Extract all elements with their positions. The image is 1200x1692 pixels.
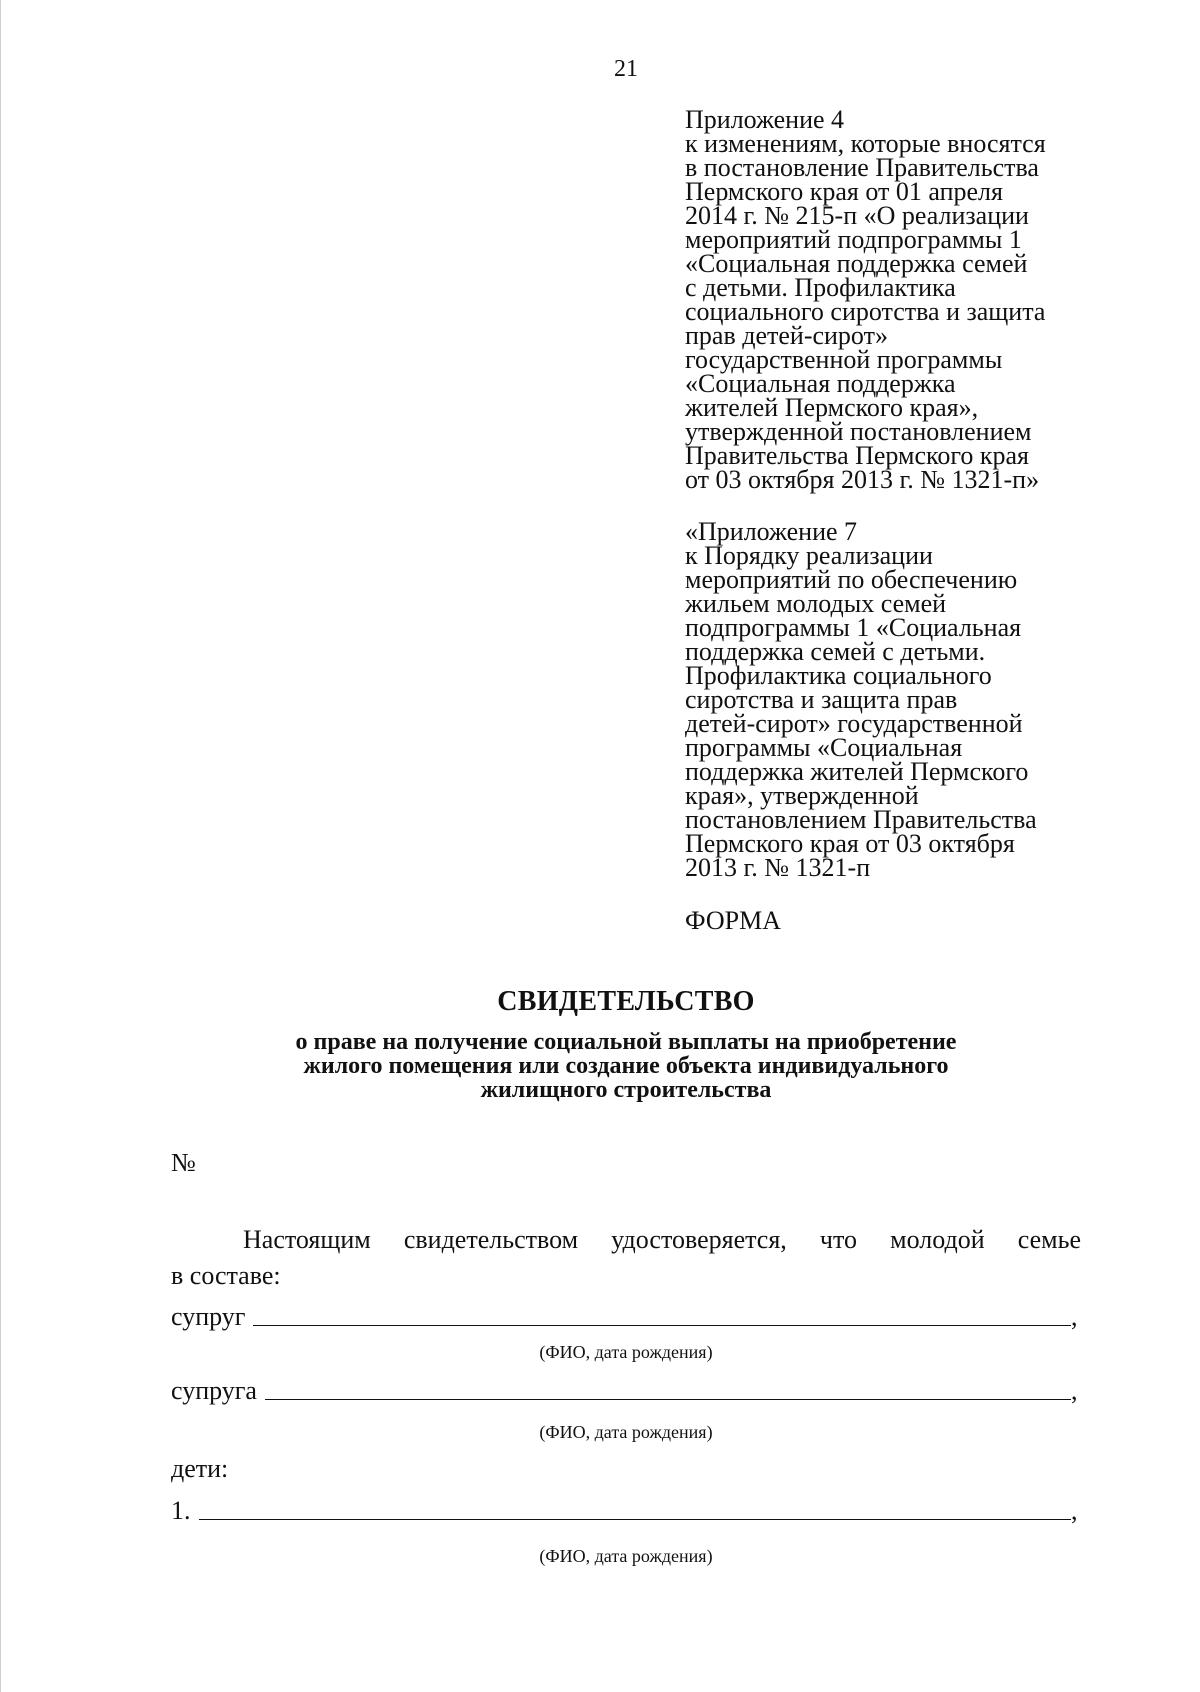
appendix-4-line: Приложение 4 (685, 105, 845, 134)
wife-field-row (171, 1376, 1081, 1406)
husband-caption: (ФИО, дата рождения) (539, 1342, 713, 1362)
appendix-7-line: поддержка жителей Пермского (685, 757, 1029, 786)
form-label: ФОРМА (685, 906, 781, 935)
subtitle-line: жилого помещения или создание объекта индивидуального (303, 1053, 949, 1079)
intro-line-2: в составе: (171, 1261, 281, 1290)
appendix-7-line: жильем молодых семей (685, 589, 947, 618)
husband-fill-line[interactable] (253, 1303, 1071, 1326)
husband-field-row (171, 1302, 1081, 1332)
certificate-number-label: № (171, 1148, 196, 1177)
appendix-7-line: программы «Социальная (685, 733, 963, 762)
children-label: дети: (171, 1454, 229, 1483)
intro-line-1: Настоящим свидетельством удостоверяется, что молодой семье (243, 1225, 1081, 1254)
certificate-intro (171, 1222, 1081, 1294)
page-number: 21 (614, 56, 638, 82)
appendix-7-line: Профилактика социального (685, 661, 992, 690)
child-1-comma: , (1071, 1496, 1078, 1525)
appendix-4-line: мероприятий подпрограммы 1 (685, 225, 1022, 254)
subtitle-line: жилищного строительства (480, 1077, 772, 1103)
appendix-4-line: Пермского края от 01 апреля (685, 177, 1003, 206)
appendix-4-line: в постановление Правительства (685, 153, 1039, 182)
appendix-7-line: к Порядку реализации (685, 541, 933, 570)
appendix-4-line: социального сиротства и защита (685, 297, 1046, 326)
appendix-7-line: «Приложение 7 (685, 517, 858, 546)
appendix-4-line: «Социальная поддержка (685, 369, 956, 398)
document-subtitle (1, 1030, 1200, 1102)
wife-comma: , (1071, 1376, 1078, 1405)
appendix-4-line: 2014 г. № 215-п «О реализации (685, 201, 1029, 230)
appendix-7-line: сиротства и защита прав (685, 685, 958, 714)
document-title: СВИДЕТЕЛЬСТВО (497, 986, 755, 1017)
appendix-7-line: подпрограммы 1 «Социальная (685, 613, 1022, 642)
appendix-4-line: «Социальная поддержка семей (685, 249, 1028, 278)
appendix-4-line: Правительства Пермского края (685, 441, 1029, 470)
child-1-field-row (171, 1496, 1081, 1526)
husband-label: супруг (171, 1302, 246, 1331)
appendix-7-line: детей-сирот» государственной (685, 709, 1023, 738)
wife-fill-line[interactable] (265, 1377, 1071, 1400)
child-1-caption: (ФИО, дата рождения) (539, 1546, 713, 1566)
appendix-7-line: края», утвержденной (685, 781, 919, 810)
appendix-4-line: от 03 октября 2013 г. № 1321-п» (685, 465, 1040, 494)
appendix-4-line: прав детей-сирот» (685, 321, 888, 350)
appendix-7-header (685, 517, 1105, 882)
appendix-7-line: Пермского края от 03 октября (685, 829, 1015, 858)
child-1-fill-line[interactable] (199, 1497, 1072, 1520)
appendix-7-line: 2013 г. № 1321-п (685, 853, 871, 882)
husband-comma: , (1071, 1302, 1078, 1331)
wife-label: супруга (171, 1376, 257, 1405)
appendix-4-line: к изменениям, которые вносятся (685, 129, 1046, 158)
subtitle-line: о праве на получение социальной выплаты на приобретение (295, 1029, 957, 1055)
appendix-4-line: утвержденной постановлением (685, 417, 1032, 446)
appendix-7-line: мероприятий по обеспечению (685, 565, 1018, 594)
appendix-4-header (685, 105, 1105, 494)
child-1-label: 1. (171, 1496, 191, 1525)
appendix-4-line: с детьми. Профилактика (685, 273, 956, 302)
appendix-7-line: поддержка семей с детьми. (685, 637, 986, 666)
appendix-4-line: государственной программы (685, 345, 1003, 374)
appendix-4-line: жителей Пермского края», (685, 393, 979, 422)
appendix-7-line: постановлением Правительства (685, 805, 1037, 834)
wife-caption: (ФИО, дата рождения) (539, 1422, 713, 1442)
